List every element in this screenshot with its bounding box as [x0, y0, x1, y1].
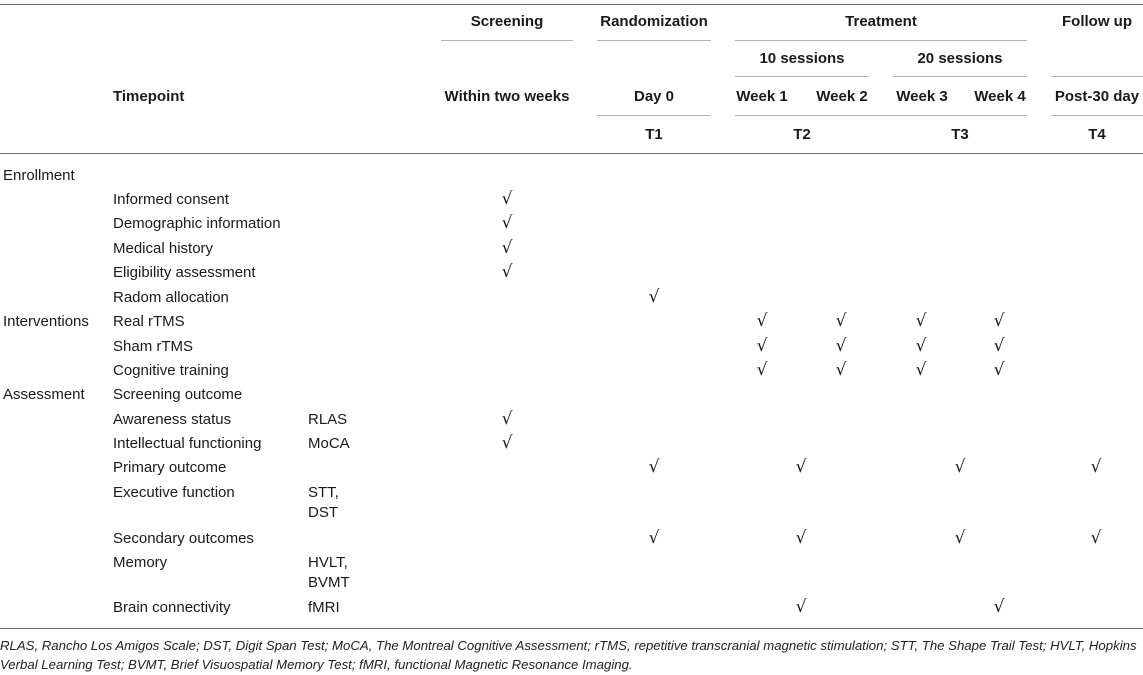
col-header-treatment: Treatment [845, 13, 917, 30]
check-mark-icon: √ [1090, 528, 1102, 548]
col-header-randomization: Randomization [600, 13, 708, 30]
check-mark-icon: √ [648, 528, 660, 548]
col-code-t2: T2 [793, 126, 811, 143]
check-mark-icon: √ [993, 336, 1005, 356]
row-item-label: Primary outcome [113, 459, 227, 476]
row-item-label: Real rTMS [113, 313, 185, 330]
row-item-label: Executive function [113, 484, 235, 501]
row-measure-label: STT, DST [308, 484, 339, 521]
row-item-label: Eligibility assessment [113, 264, 256, 281]
row-item-label: Cognitive training [113, 362, 229, 379]
check-mark-icon: √ [501, 213, 513, 233]
col-code-t1: T1 [645, 126, 663, 143]
check-mark-icon: √ [954, 457, 966, 477]
rule-screening [441, 40, 573, 41]
col-header-10-sessions: 10 sessions [759, 50, 845, 67]
row-item-label: Awareness status [113, 411, 232, 428]
row-measure-label: RLAS [308, 411, 348, 428]
header-bottom-rule [0, 153, 1143, 154]
col-code-t3: T3 [951, 126, 969, 143]
rule-10-sessions [735, 76, 869, 77]
check-mark-icon: √ [835, 360, 847, 380]
col-header-week4: Week 4 [974, 88, 1026, 105]
col-header-week1: Week 1 [736, 88, 788, 105]
table-footnote: RLAS, Rancho Los Amigos Scale; DST, Digit Span Test; MoCA, The Montreal Cognitive Assessment; rTMS, repetitive transcranial magnetic stimulation; STT, The Shape Trail Test; HVLT, Hopkins Verbal Learning Test; BVMT, Brief Visuospatial Memory Test; fMRI, functional Magnetic Resonance Imaging. [0, 638, 1137, 672]
row-item-label: Brain connectivity [113, 599, 231, 616]
check-mark-icon: √ [993, 311, 1005, 331]
check-mark-icon: √ [915, 311, 927, 331]
col-header-week3: Week 3 [896, 88, 948, 105]
rule-followup [1051, 76, 1143, 77]
row-item-label: Radom allocation [113, 289, 229, 306]
check-mark-icon: √ [835, 336, 847, 356]
check-mark-icon: √ [501, 189, 513, 209]
check-mark-icon: √ [993, 597, 1005, 617]
check-mark-icon: √ [648, 287, 660, 307]
check-mark-icon: √ [756, 311, 768, 331]
row-item-label: Medical history [113, 240, 214, 257]
check-mark-icon: √ [993, 360, 1005, 380]
check-mark-icon: √ [501, 433, 513, 453]
check-mark-icon: √ [501, 409, 513, 429]
check-mark-icon: √ [648, 457, 660, 477]
col-header-followup: Follow up [1062, 13, 1132, 30]
rule-post30 [1051, 115, 1143, 116]
row-item-label: Screening outcome [113, 386, 243, 403]
check-mark-icon: √ [795, 597, 807, 617]
rule-weeks [735, 115, 1027, 116]
rule-day0 [597, 115, 711, 116]
check-mark-icon: √ [501, 238, 513, 258]
check-mark-icon: √ [756, 336, 768, 356]
check-mark-icon: √ [835, 311, 847, 331]
col-header-day0: Day 0 [633, 88, 675, 105]
section-label: Assessment [3, 386, 85, 403]
check-mark-icon: √ [954, 528, 966, 548]
check-mark-icon: √ [1090, 457, 1102, 477]
row-item-label: Secondary outcomes [113, 530, 254, 547]
row-item-label: Sham rTMS [113, 338, 194, 355]
check-mark-icon: √ [756, 360, 768, 380]
row-item-label: Memory [113, 554, 168, 571]
rule-randomization [597, 40, 711, 41]
row-measure-label: fMRI [308, 599, 340, 616]
section-label: Enrollment [3, 167, 75, 184]
row-measure-label: HVLT, BVMT [308, 554, 350, 591]
row-item-label: Intellectual functioning [113, 435, 262, 452]
row-item-label: Demographic information [113, 215, 281, 232]
row-measure-label: MoCA [308, 435, 350, 452]
check-mark-icon: √ [915, 336, 927, 356]
check-mark-icon: √ [795, 457, 807, 477]
col-code-t4: T4 [1088, 126, 1106, 143]
rule-treatment [735, 40, 1027, 41]
section-label: Interventions [3, 313, 89, 330]
table-bottom-rule [0, 628, 1143, 629]
row-item-label: Informed consent [113, 191, 229, 208]
col-header-screening: Screening [470, 13, 544, 30]
col-header-within-two-weeks: Within two weeks [444, 88, 570, 105]
col-header-20-sessions: 20 sessions [917, 50, 1003, 67]
check-mark-icon: √ [915, 360, 927, 380]
table-top-rule [0, 4, 1143, 5]
check-mark-icon: √ [795, 528, 807, 548]
row-header-timepoint: Timepoint [113, 88, 185, 105]
check-mark-icon: √ [501, 262, 513, 282]
rule-20-sessions [893, 76, 1027, 77]
col-header-post-30-day: Post-30 day [1054, 88, 1140, 105]
col-header-week2: Week 2 [816, 88, 868, 105]
